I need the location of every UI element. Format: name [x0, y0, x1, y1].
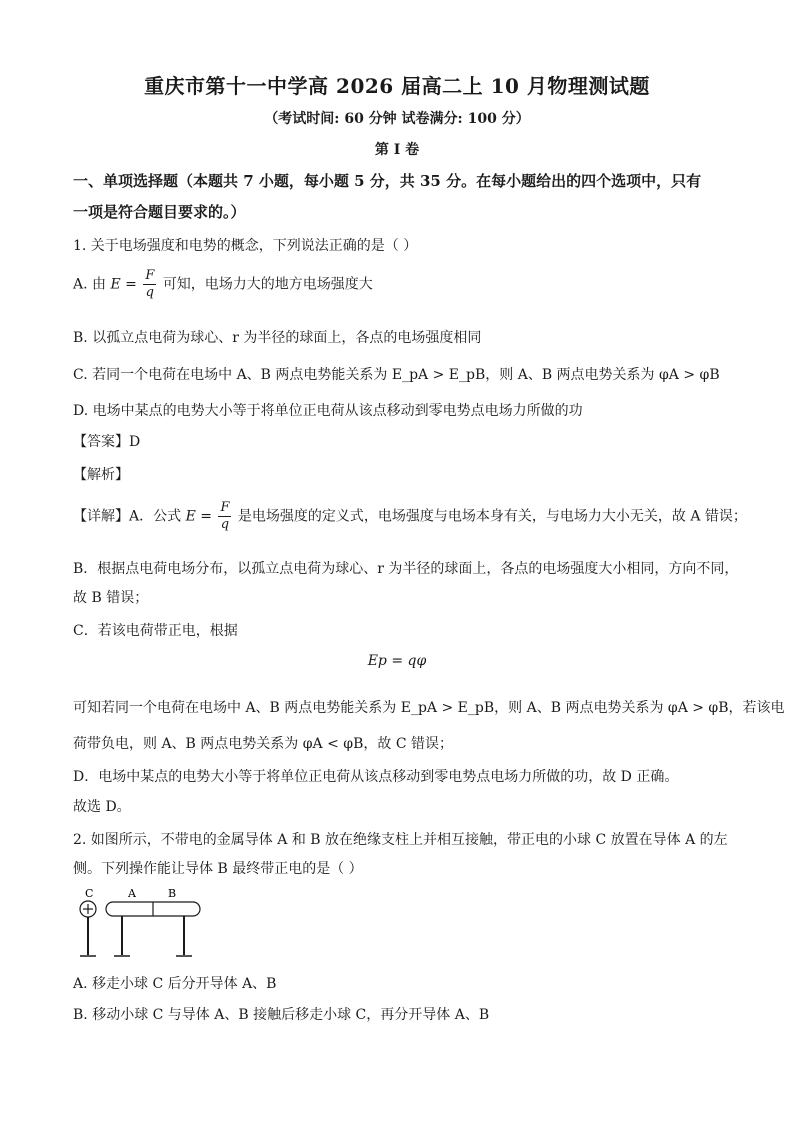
- fraction-numerator: F: [220, 500, 230, 515]
- exam-title: 重庆市第十一中学高 2026 届高二上 10 月物理测试题: [144, 74, 650, 98]
- conductor-diagram: [73, 886, 203, 966]
- section-heading-line2: 一项是符合题目要求的。）: [73, 203, 246, 221]
- q1-detail-d: D．电场中某点的电势大小等于将单位正电荷从该点移动到零电势点电场力所做的功，故 D 正确。: [73, 769, 679, 785]
- part-label: 第 I 卷: [374, 142, 420, 158]
- q1-detail-b-line2: 故 B 错误；: [73, 590, 149, 606]
- q1-option-c: C. 若同一个电荷在电场中 A、B 两点电势能关系为 E_pA > E_pB，则 A、B 两点电势关系为 φA > φB: [73, 367, 720, 383]
- q1-option-d: D. 电场中某点的电势大小等于将单位正电荷从该点移动到零电势点电场力所做的功: [73, 403, 583, 419]
- fraction-denominator: q: [220, 517, 230, 532]
- q1-option-a-text: 可知，电场力大的地方电场强度大: [162, 276, 373, 293]
- fraction-numerator: F: [145, 268, 155, 283]
- q1-option-a-fraction: [143, 268, 156, 301]
- q1-detail-a-prefix: 【详解】A．公式: [73, 508, 182, 525]
- fraction-denominator: q: [145, 285, 154, 300]
- q2-stem-line1: 2. 如图所示，不带电的金属导体 A 和 B 放在绝缘支柱上并相互接触，带正电的小球 C 放置在导体 A 的左: [73, 832, 728, 848]
- q1-analysis-label: 【解析】: [73, 467, 129, 483]
- q1-formula: Ep = qφ: [367, 653, 427, 669]
- q1-detail-c-line2: 可知若同一个电荷在电场中 A、B 两点电势能关系为 E_pA > E_pB，则 A、B 两点电势关系为 φA > φB，若该电: [73, 700, 785, 716]
- q1-detail-b-line1: B．根据点电荷电场分布，以孤立点电荷为球心、r 为半径的球面上，各点的电场强度大小相同，方向不同，: [73, 561, 739, 577]
- q1-option-a-eq-lhs: E =: [110, 276, 137, 293]
- label-c: C: [85, 887, 94, 900]
- q1-detail-a-text: 是电场强度的定义式，电场强度与电场本身有关，与电场力大小无关，故 A 错误；: [237, 508, 747, 525]
- q1-detail-a: [73, 500, 747, 533]
- q1-stem: 1. 关于电场强度和电势的概念，下列说法正确的是（ ）: [73, 238, 418, 254]
- q2-conductor-figure: [73, 886, 203, 966]
- q1-option-a: [73, 268, 373, 301]
- q1-option-b: B. 以孤立点电荷为球心、r 为半径的球面上，各点的电场强度相同: [73, 330, 482, 346]
- exam-info: （考试时间: 60 分钟 试卷满分: 100 分）: [264, 111, 530, 127]
- q1-detail-c-line1: C．若该电荷带正电，根据: [73, 623, 238, 639]
- q1-detail-c-line3: 荷带负电，则 A、B 两点电势关系为 φA < φB，故 C 错误；: [73, 736, 453, 752]
- label-b: B: [168, 887, 177, 900]
- q1-detail-fraction: [218, 500, 231, 533]
- section-heading-line1: 一、单项选择题（本题共 7 小题，每小题 5 分，共 35 分。在每小题给出的四个选项中，只有: [73, 172, 702, 190]
- q1-conclusion: 故选 D。: [73, 799, 131, 815]
- label-a: A: [128, 887, 136, 900]
- q1-option-a-prefix: A. 由: [73, 276, 107, 293]
- q2-stem-line2: 侧。下列操作能让导体 B 最终带正电的是（ ）: [73, 861, 363, 877]
- q2-option-b: B. 移动小球 C 与导体 A、B 接触后移走小球 C，再分开导体 A、B: [73, 1007, 490, 1023]
- q1-answer: 【答案】D: [73, 434, 141, 450]
- q2-option-a: A. 移走小球 C 后分开导体 A、B: [73, 976, 277, 992]
- q1-detail-eq-lhs: E =: [185, 508, 212, 525]
